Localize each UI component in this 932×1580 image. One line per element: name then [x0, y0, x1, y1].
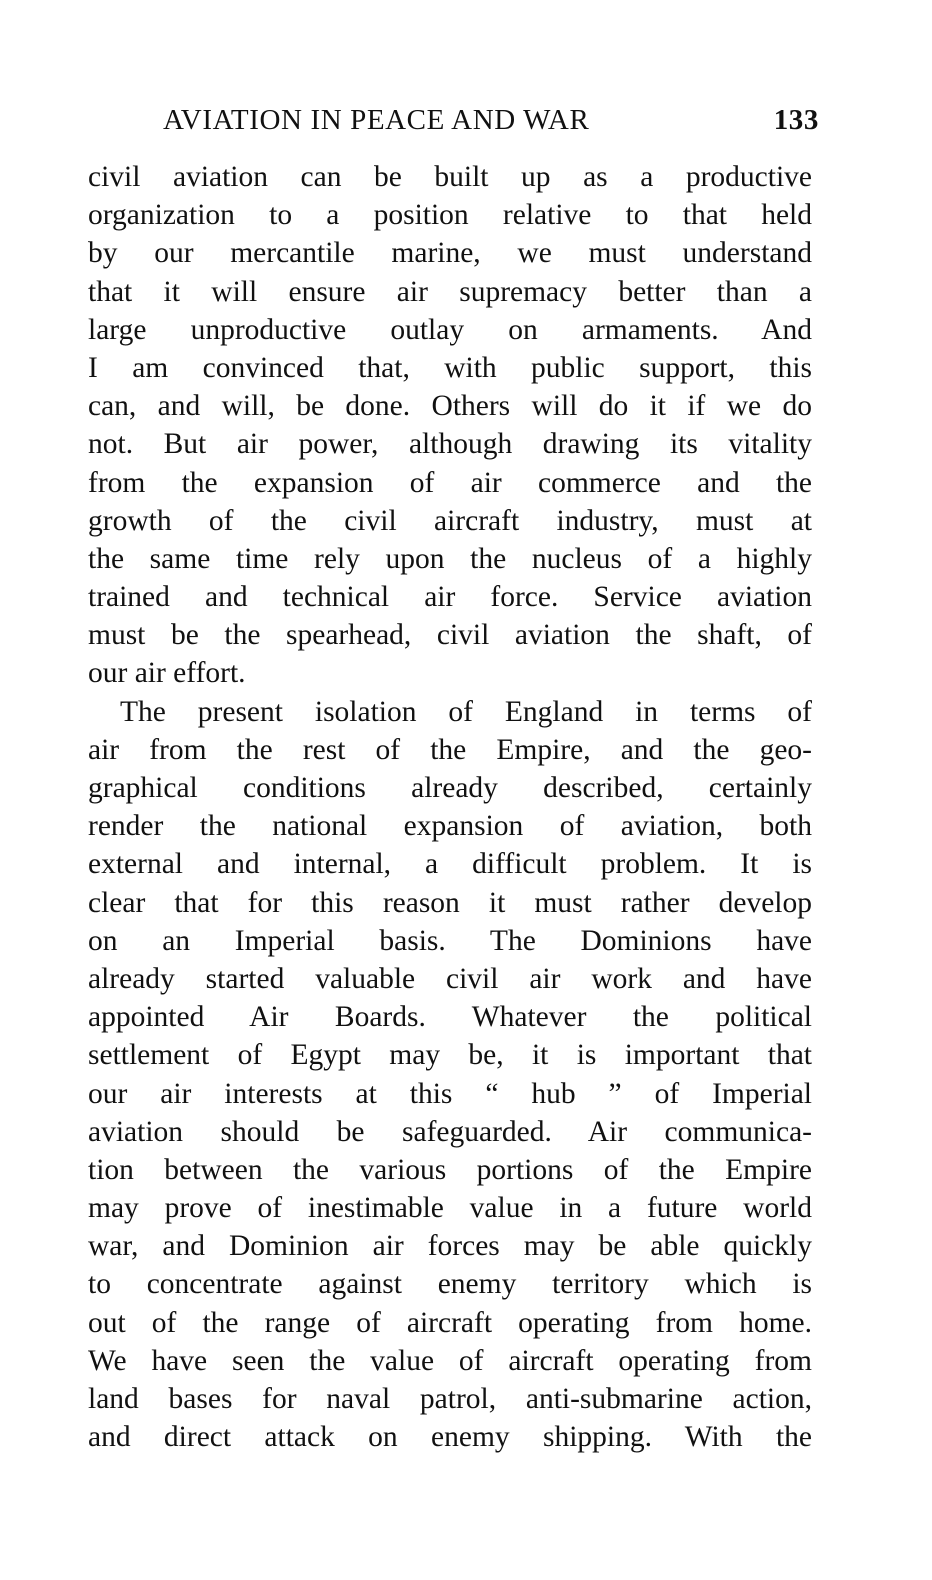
text-line: aviation should be safeguarded. Air communica- — [88, 1115, 812, 1148]
paragraph-1 — [88, 158, 812, 693]
text-line: the same time rely upon the nucleus of a highly — [88, 542, 812, 575]
text-line: clear that for this reason it must rather develop — [88, 886, 812, 919]
text-line: tion between the various portions of the Empire — [88, 1153, 812, 1186]
text-line: graphical conditions already described, certainly — [88, 772, 812, 804]
page-number: 133 — [773, 104, 819, 136]
text-line: external and internal, a difficult problem. It is — [88, 848, 812, 881]
text-line: may prove of inestimable value in a future world — [88, 1192, 812, 1225]
text-line: The present isolation of England in terms of — [120, 695, 812, 728]
text-line: must be the spearhead, civil aviation the shaft, of — [88, 619, 812, 652]
text-line: growth of the civil aircraft industry, must at — [88, 504, 812, 537]
text-line: our air effort. — [88, 657, 246, 690]
text-line: from the expansion of air commerce and the — [88, 466, 812, 499]
text-line: can, and will, be done. Others will do it if we do — [88, 390, 812, 423]
text-line: large unproductive outlay on armaments. And — [88, 313, 812, 346]
text-line: our air interests at this “ hub ” of Imperial — [88, 1077, 812, 1110]
text-line: render the national expansion of aviation, both — [88, 810, 812, 843]
text-line: organization to a position relative to that held — [88, 199, 812, 232]
text-line: and direct attack on enemy shipping. With the — [88, 1421, 812, 1454]
running-head — [163, 98, 819, 142]
text-line: I am convinced that, with public support, this — [88, 351, 812, 384]
text-line: out of the range of aircraft operating from home. — [88, 1306, 812, 1339]
text-line: war, and Dominion air forces may be able quickly — [88, 1230, 812, 1263]
text-line: We have seen the value of aircraft operating from — [88, 1344, 812, 1377]
text-line: on an Imperial basis. The Dominions have — [88, 924, 812, 957]
text-line: trained and technical air force. Service aviation — [88, 581, 812, 614]
text-line: civil aviation can be built up as a productive — [88, 161, 812, 193]
running-head-title: AVIATION IN PEACE AND WAR — [163, 104, 590, 136]
body-text — [88, 158, 812, 1456]
text-line: that it will ensure air supremacy better than a — [88, 275, 812, 308]
text-line: by our mercantile marine, we must understand — [88, 237, 812, 270]
paragraph-2 — [88, 693, 812, 1457]
text-line: appointed Air Boards. Whatever the political — [88, 1001, 812, 1034]
text-line: to concentrate against enemy territory which is — [88, 1268, 812, 1301]
text-line: already started valuable civil air work and have — [88, 962, 812, 995]
text-line: not. But air power, although drawing its vitality — [88, 428, 812, 461]
text-line: air from the rest of the Empire, and the geo- — [88, 733, 812, 766]
text-line: land bases for naval patrol, anti-submarine action, — [88, 1383, 812, 1415]
text-line: settlement of Egypt may be, it is important that — [88, 1039, 812, 1072]
